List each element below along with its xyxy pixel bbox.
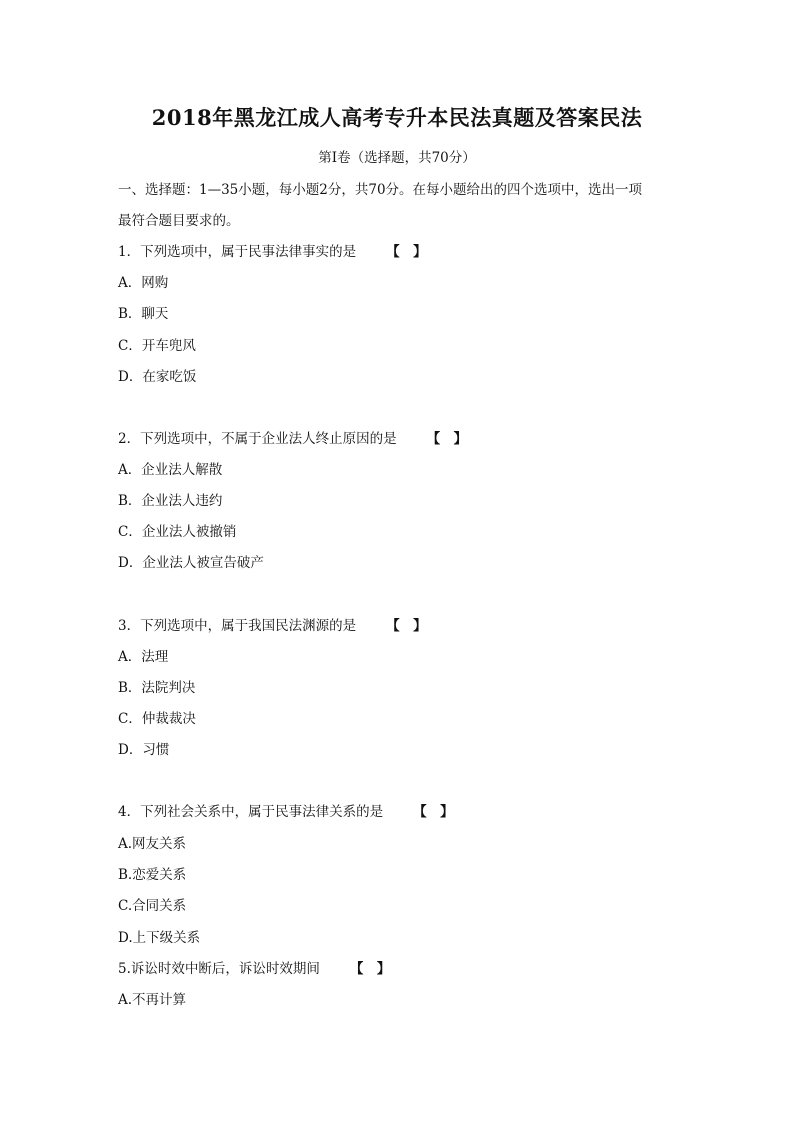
- question-stem: [118, 957, 390, 977]
- document-title: 2018年黑龙江成人高考专升本民法真题及答案民法: [151, 105, 643, 130]
- option-a: A．企业法人解散: [118, 462, 223, 478]
- option-a: A.网友关系: [118, 836, 187, 852]
- option-d: D．企业法人被宣告破产: [118, 555, 264, 571]
- question-stem-text: 2．下列选项中，不属于企业法人终止原因的是: [118, 431, 397, 447]
- option-b: B．企业法人违约: [118, 493, 223, 509]
- question-stem-text: 1．下列选项中，属于民事法律事实的是: [118, 244, 357, 260]
- option-a: A．网购: [118, 275, 169, 291]
- instructions-line-1: 一、选择题：1—35小题，每小题2分，共70分。在每小题给出的四个选项中，选出一项: [118, 182, 643, 198]
- option-c: C．仲裁裁决: [118, 711, 196, 727]
- option-c: C.合同关系: [118, 898, 187, 914]
- question-stem-text: 3．下列选项中，属于我国民法渊源的是: [118, 618, 357, 634]
- option-d: D．在家吃饭: [118, 369, 197, 385]
- instructions-line-2: 最符合题目要求的。: [118, 213, 240, 229]
- answer-bracket: 【 】: [426, 431, 468, 447]
- answer-bracket: 【 】: [413, 804, 454, 820]
- option-d: D.上下级关系: [118, 930, 201, 946]
- section-subtitle: 第Ⅰ卷（选择题，共70分）: [318, 150, 476, 166]
- answer-bracket: 【 】: [386, 244, 427, 260]
- question-stem: [118, 240, 427, 260]
- question-stem-text: 4．下列社会关系中，属于民事法律关系的是: [118, 804, 384, 820]
- option-d: D．习惯: [118, 742, 170, 758]
- option-c: C．企业法人被撤销: [118, 524, 237, 540]
- question-stem: [118, 614, 427, 634]
- option-a: A．法理: [118, 649, 169, 665]
- option-b: B．法院判决: [118, 680, 196, 696]
- question-stem: [118, 427, 467, 447]
- question-stem: [118, 800, 454, 820]
- question-stem-text: 5.诉讼时效中断后，诉讼时效期间: [118, 961, 320, 977]
- option-b: B．聊天: [118, 306, 169, 322]
- option-b: B.恋爱关系: [118, 867, 187, 883]
- answer-bracket: 【 】: [386, 618, 427, 634]
- option-c: C．开车兜风: [118, 338, 196, 354]
- option-a: A.不再计算: [118, 992, 187, 1008]
- answer-bracket: 【 】: [349, 961, 391, 977]
